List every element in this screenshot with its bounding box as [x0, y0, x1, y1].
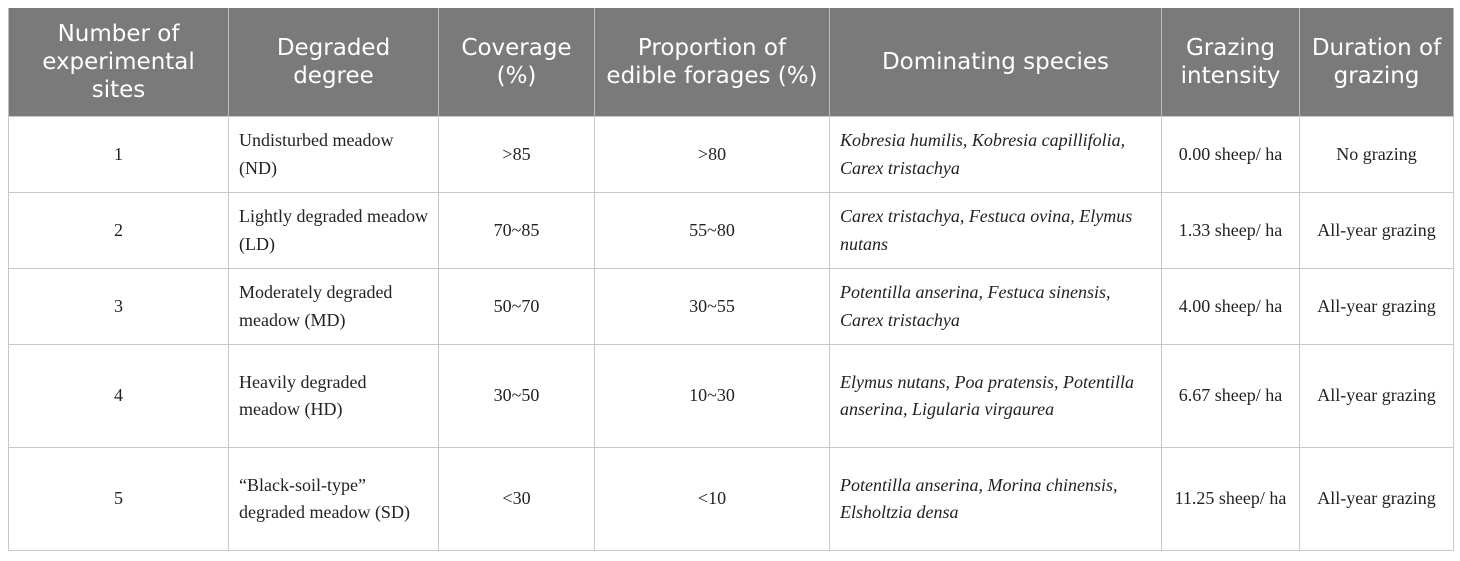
grazing-duration-cell: All-year grazing	[1300, 193, 1454, 269]
site-number-cell: 4	[9, 345, 229, 448]
grazing-intensity-cell: 4.00 sheep/ ha	[1162, 269, 1300, 345]
site-number-cell: 2	[9, 193, 229, 269]
header-sites: Number of experimental sites	[9, 8, 229, 117]
degraded-degree-cell: “Black-soil-type” degraded meadow (SD)	[229, 448, 439, 551]
header-dominating-species: Dominating species	[830, 8, 1162, 117]
header-edible-forages: Proportion of edible forages (%)	[595, 8, 830, 117]
grazing-intensity-cell: 0.00 sheep/ ha	[1162, 117, 1300, 193]
header-coverage: Coverage (%)	[439, 8, 595, 117]
site-number-cell: 3	[9, 269, 229, 345]
header-degraded-degree: Degraded degree	[229, 8, 439, 117]
edible-forages-cell: 30~55	[595, 269, 830, 345]
dominating-species-cell: Potentilla anserina, Festuca sinensis, Carex tristachya	[830, 269, 1162, 345]
grazing-intensity-cell: 11.25 sheep/ ha	[1162, 448, 1300, 551]
coverage-cell: <30	[439, 448, 595, 551]
grazing-intensity-cell: 6.67 sheep/ ha	[1162, 345, 1300, 448]
edible-forages-cell: 55~80	[595, 193, 830, 269]
degraded-degree-cell: Moderately degraded meadow (MD)	[229, 269, 439, 345]
grazing-sites-table	[8, 8, 1454, 551]
table-header-row	[9, 8, 1454, 117]
grazing-duration-cell: All-year grazing	[1300, 345, 1454, 448]
table-row	[9, 193, 1454, 269]
dominating-species-cell: Carex tristachya, Festuca ovina, Elymus nutans	[830, 193, 1162, 269]
edible-forages-cell: 10~30	[595, 345, 830, 448]
degraded-degree-cell: Heavily degraded meadow (HD)	[229, 345, 439, 448]
edible-forages-cell: <10	[595, 448, 830, 551]
site-number-cell: 5	[9, 448, 229, 551]
coverage-cell: 30~50	[439, 345, 595, 448]
dominating-species-cell: Kobresia humilis, Kobresia capillifolia, Carex tristachya	[830, 117, 1162, 193]
header-grazing-intensity: Grazing intensity	[1162, 8, 1300, 117]
site-number-cell: 1	[9, 117, 229, 193]
grazing-intensity-cell: 1.33 sheep/ ha	[1162, 193, 1300, 269]
degraded-degree-cell: Undisturbed meadow (ND)	[229, 117, 439, 193]
table-row	[9, 448, 1454, 551]
coverage-cell: 70~85	[439, 193, 595, 269]
coverage-cell: >85	[439, 117, 595, 193]
edible-forages-cell: >80	[595, 117, 830, 193]
table-row	[9, 269, 1454, 345]
dominating-species-cell: Potentilla anserina, Morina chinensis, Elsholtzia densa	[830, 448, 1162, 551]
coverage-cell: 50~70	[439, 269, 595, 345]
grazing-duration-cell: No grazing	[1300, 117, 1454, 193]
grazing-duration-cell: All-year grazing	[1300, 269, 1454, 345]
grazing-duration-cell: All-year grazing	[1300, 448, 1454, 551]
header-grazing-duration: Duration of grazing	[1300, 8, 1454, 117]
dominating-species-cell: Elymus nutans, Poa pratensis, Potentilla anserina, Ligularia virgaurea	[830, 345, 1162, 448]
table-row	[9, 117, 1454, 193]
degraded-degree-cell: Lightly degraded meadow (LD)	[229, 193, 439, 269]
table-row	[9, 345, 1454, 448]
